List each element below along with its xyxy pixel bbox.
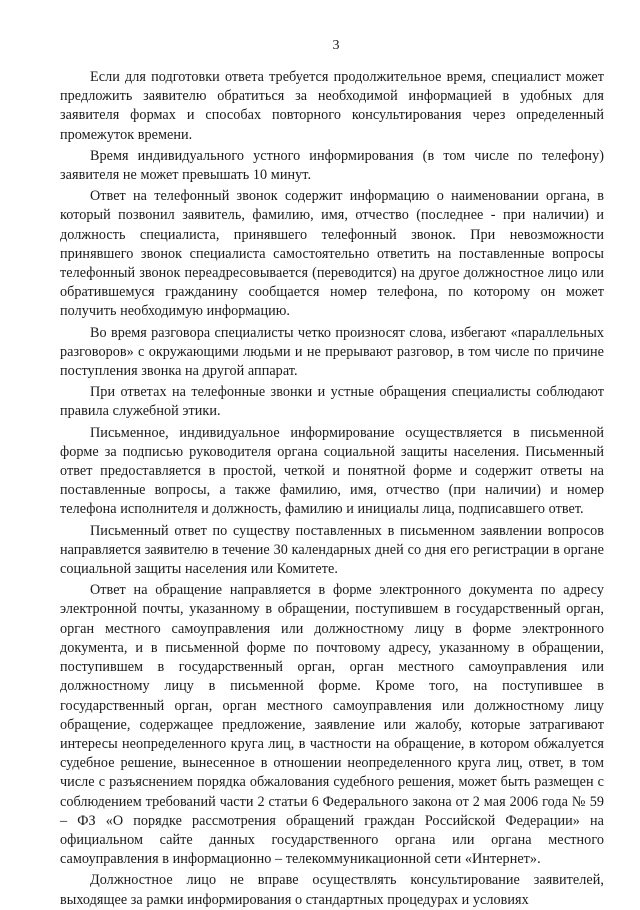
paragraph-written-answer-term: Письменный ответ по существу поставленных в письменном заявлении вопросов направляется заявителю в течение 30 календарных дней со дня его регистрации в органе социальной защиты населения или Комитете.	[60, 522, 604, 578]
paragraph-consultation-time: Если для подготовки ответа требуется продолжительное время, специалист может предложить заявителю обратиться за необходимой информацией в удобных для заявителя формах и способах повторного консультирования через определенный промежуток времени.	[60, 69, 604, 143]
paragraph-official-restrictions: Должностное лицо не вправе осуществлять консультирование заявителей, выходящее за рамки информирования о стандартных процедурах и условиях	[60, 872, 604, 908]
paragraph-conversation-rules: Во время разговора специалисты четко произносят слова, избегают «параллельных разговоров» с окружающими людьми и не прерывают разговор, в том числе по причине поступления звонка на другой аппарат.	[60, 324, 604, 380]
paragraph-written-info: Письменное, индивидуальное информирование осуществляется в письменной форме за подписью руководителя органа социальной защиты населения. Письменный ответ предоставляется в простой, четкой и понятной форме и содержит ответы на поставленные вопросы, а также фамилию, имя, отчество (при наличии) и номер телефона исполнителя и должность, фамилию и инициалы лица, подписавшего ответ.	[60, 424, 604, 518]
paragraph-phone-answer: Ответ на телефонный звонок содержит информацию о наименовании органа, в который позвонил заявитель, фамилию, имя, отчество (последнее - при наличии) и должность специалиста, принявшего телефонный звонок. При невозможности принявшего звонок специалиста самостоятельно ответить на поставленные вопросы телефонный звонок переадресовывается (переводится) на другое должностное лицо или обратившемуся гражданину сообщается номер телефона, по которому он может получить необходимую информацию.	[60, 188, 604, 320]
paragraph-oral-info-duration: Время индивидуального устного информирования (в том числе по телефону) заявителя не может превышать 10 минут.	[60, 147, 604, 184]
paragraph-electronic-answer: Ответ на обращение направляется в форме электронного документа по адресу электронной почты, указанному в обращении, поступившем в государственный орган, орган местного самоуправления или должностному лицу в форме электронного документа, и в письменной форме по почтовому адресу, указанному в обращении, поступившем в государственный орган, орган местного самоуправления или должностному лицу в письменной форме. Кроме того, на поступившее в государственный орган, орган местного самоуправления или должностному лицу обращение, содержащее предложение, заявление или жалобу, которые затрагивают интересы неопределенного круга лиц, в частности на обращение, в котором обжалуется судебное решение, вынесенное в отношении неопределенного круга лиц, ответ, в том числе с разъяснением порядка обжалования судебного решения, может быть размещен с соблюдением требований части 2 статьи 6 Федерального закона от 2 мая 2006 года № 59 – ФЗ «О порядке рассмотрения обращений граждан Российской Федерации» на официальном сайте данных государственного органа или органа местного самоуправления в информационно – телекоммуникационной сети «Интернет».	[60, 582, 604, 868]
paragraph-service-ethics: При ответах на телефонные звонки и устные обращения специалисты соблюдают правила служебной этики.	[60, 384, 604, 420]
page-number: 3	[332, 38, 340, 53]
